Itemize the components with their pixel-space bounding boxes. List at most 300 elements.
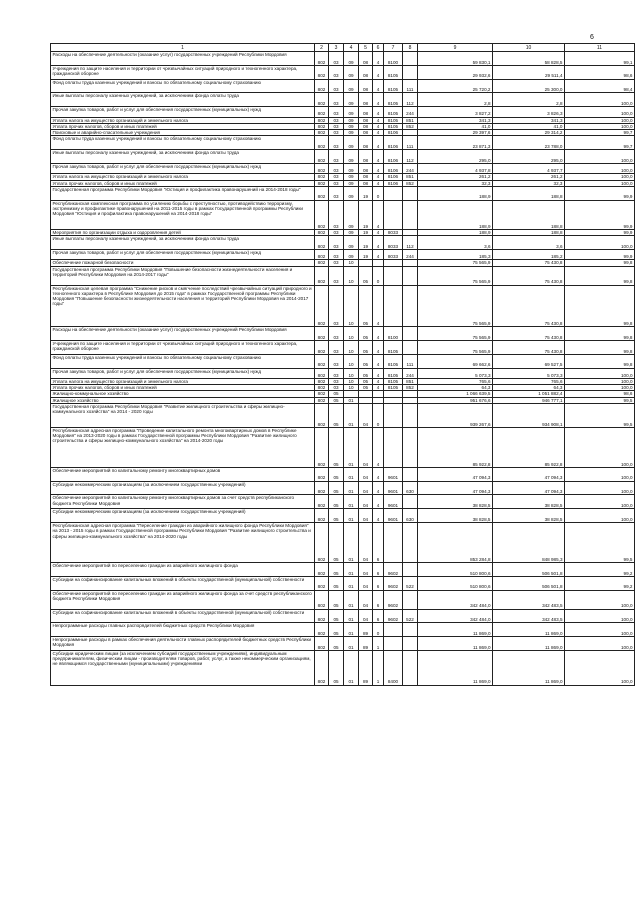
admin-code: 802 (315, 354, 329, 368)
section-code: 05 (329, 590, 344, 609)
expense-type-code (403, 52, 418, 66)
execution-percent: 100,0 (565, 174, 635, 180)
table-row (51, 93, 635, 107)
program-code: 04 (359, 562, 373, 576)
program-code: 04 (359, 403, 373, 427)
row-name: Фонд оплаты труда казенных учреждений и взносы по обязательному социальному страхованию (51, 354, 315, 368)
execution-percent: 99,8 (565, 327, 635, 341)
row-name: Уплата налога на имущество организаций и земельного налога (51, 117, 315, 123)
admin-code: 802 (315, 481, 329, 495)
admin-code: 802 (315, 93, 329, 107)
admin-code: 802 (315, 378, 329, 384)
table-row (51, 186, 635, 200)
expense-type-code (403, 186, 418, 200)
target-code: 9601 (384, 481, 403, 495)
section-code: 05 (329, 397, 344, 403)
subsection-code: 09 (344, 93, 359, 107)
actual-amount: 75 430,8 (493, 340, 565, 354)
expense-type-code: 112 (403, 150, 418, 164)
subprogram-code: 4 (373, 79, 384, 93)
program-code: 19 (359, 200, 373, 229)
subprogram-code: 1 (373, 637, 384, 651)
row-name: Обеспечение мероприятий по капитальному ремонту многоквартирных домов за счет средств республиканского бюджета Республики Мордовия (51, 495, 315, 509)
actual-amount: 3,6 (493, 236, 565, 250)
program-code: 05 (359, 385, 373, 391)
row-name: Непрограммные расходы главных распорядителей бюджетных средств Республики Мордовия (51, 623, 315, 637)
execution-percent: 98,6 (565, 65, 635, 79)
column-header: 1 (51, 44, 315, 52)
subprogram-code: 4 (373, 236, 384, 250)
expense-type-code: 111 (403, 136, 418, 150)
table-row (51, 509, 635, 523)
planned-amount: 3,6 (418, 236, 493, 250)
row-name: Республиканская комплексная программа по усилению борьбы с преступностью, противодействию терроризму, экстремизму и профилактике правонарушений на 2011-2015 годы в рамках Государственной программы Республики Мордовия "Юстиция и профилактика правонарушений на 2014-2018 годы" (51, 200, 315, 229)
subsection-code: 09 (344, 79, 359, 93)
planned-amount: 75 565,9 (418, 260, 493, 266)
execution-percent: 100,0 (565, 385, 635, 391)
execution-percent: 100,0 (565, 107, 635, 117)
subsection-code: 01 (344, 481, 359, 495)
program-code: 05 (359, 368, 373, 378)
subprogram-code: 4 (373, 123, 384, 129)
admin-code: 802 (315, 495, 329, 509)
subsection-code: 01 (344, 428, 359, 468)
execution-percent: 99,9 (565, 186, 635, 200)
row-name: Республиканская целевая программа "Снижение рисков и смягчение последствий чрезвычайных ситуаций природного и техногенного характера в Республике Мордовия до 2015 года" в рамках Государственной программы Республики Мордовия "Повышение безопасности жизнедеятельности населения и территорий Республики Мордовия на 2014-2017 годы" (51, 285, 315, 327)
planned-amount: 23 871,3 (418, 136, 493, 150)
table-row (51, 107, 635, 117)
admin-code: 802 (315, 123, 329, 129)
target-code: 8105 (384, 340, 403, 354)
table-row (51, 79, 635, 93)
table-row (51, 403, 635, 427)
section-code: 03 (329, 130, 344, 136)
planned-amount: 11 869,0 (418, 623, 493, 637)
admin-code: 802 (315, 403, 329, 427)
subsection-code: 01 (344, 590, 359, 609)
row-name: Прочая закупка товаров, работ и услуг для обеспечения государственных (муниципальных) нужд (51, 368, 315, 378)
subprogram-code: 4 (373, 150, 384, 164)
section-code: 05 (329, 509, 344, 523)
planned-amount: 75 565,9 (418, 327, 493, 341)
actual-amount: 188,8 (493, 229, 565, 235)
row-name: Непрограммные расходы в рамках обеспечения деятельности главных распорядителей бюджетных средств Республики Мордовия (51, 637, 315, 651)
section-code: 05 (329, 391, 344, 397)
subprogram-code: 0 (373, 266, 384, 285)
execution-percent: 100,0 (565, 236, 635, 250)
subprogram-code: 4 (373, 136, 384, 150)
planned-amount: 939 267,6 (418, 403, 493, 427)
section-code: 03 (329, 163, 344, 173)
program-code: 08 (359, 163, 373, 173)
section-code: 03 (329, 174, 344, 180)
subprogram-code: 4 (373, 509, 384, 523)
target-code (384, 523, 403, 563)
execution-percent: 100,0 (565, 93, 635, 107)
planned-amount: 342 484,0 (418, 590, 493, 609)
section-code: 03 (329, 236, 344, 250)
table-row (51, 651, 635, 686)
actual-amount: 41,0 (493, 123, 565, 129)
expense-type-code: 522 (403, 576, 418, 590)
expense-type-code (403, 495, 418, 509)
actual-amount: 85 922,8 (493, 428, 565, 468)
column-header: 7 (384, 44, 403, 52)
actual-amount: 75 430,8 (493, 266, 565, 285)
planned-amount: 29 397,6 (418, 130, 493, 136)
expense-type-code: 851 (403, 378, 418, 384)
execution-percent: 98,4 (565, 79, 635, 93)
admin-code: 802 (315, 340, 329, 354)
target-code: 8105 (384, 354, 403, 368)
planned-amount: 41,0 (418, 123, 493, 129)
subsection-code: 09 (344, 229, 359, 235)
expense-type-code (403, 266, 418, 285)
planned-amount: 341,3 (418, 117, 493, 123)
subprogram-code: 4 (373, 52, 384, 66)
execution-percent: 99,8 (565, 260, 635, 266)
expense-type-code (403, 327, 418, 341)
table-row (51, 354, 635, 368)
subsection-code: 09 (344, 200, 359, 229)
section-code: 05 (329, 523, 344, 563)
row-name: Субсидии юридическим лицам (за исключением субсидий государственным учреждениям), индивидуальным предпринимателям, физическим лицам - производителям товаров, работ, услуг, а также некоммерческим организациям, не являющимся государственными (муниципальными) учреждениями (51, 651, 315, 686)
column-number-row (51, 44, 635, 52)
admin-code: 802 (315, 79, 329, 93)
subsection-code: 09 (344, 130, 359, 136)
target-code: 8106 (384, 130, 403, 136)
execution-percent: 99,8 (565, 354, 635, 368)
section-code: 05 (329, 467, 344, 481)
planned-amount: 188,9 (418, 229, 493, 235)
actual-amount: 38 828,5 (493, 509, 565, 523)
planned-amount: 75 565,9 (418, 285, 493, 327)
section-code: 03 (329, 107, 344, 117)
program-code: 04 (359, 428, 373, 468)
section-code: 03 (329, 136, 344, 150)
execution-percent: 99,2 (565, 562, 635, 576)
planned-amount: 32,3 (418, 180, 493, 186)
planned-amount: 2,8 (418, 93, 493, 107)
admin-code: 802 (315, 428, 329, 468)
admin-code: 802 (315, 285, 329, 327)
planned-amount: 853 284,8 (418, 523, 493, 563)
program-code: 19 (359, 250, 373, 260)
row-name: Мероприятия по организации отдыха и оздоровления детей (51, 229, 315, 235)
row-name: Прочая закупка товаров, работ и услуг для обеспечения государственных (муниципальных) нужд (51, 107, 315, 117)
subsection-code: 01 (344, 637, 359, 651)
target-code: 8105 (384, 107, 403, 117)
program-code: 05 (359, 327, 373, 341)
actual-amount: 5 073,3 (493, 368, 565, 378)
subprogram-code: 4 (373, 180, 384, 186)
column-header: 11 (565, 44, 635, 52)
subprogram-code: 4 (373, 354, 384, 368)
execution-percent: 99,5 (565, 403, 635, 427)
row-name: Жилищное хозяйство (51, 397, 315, 403)
program-code: 05 (359, 378, 373, 384)
row-name: Обеспечение мероприятий по переселению граждан из аварийного жилищного фонда (51, 562, 315, 576)
target-code (384, 637, 403, 651)
admin-code: 802 (315, 391, 329, 397)
program-code: 08 (359, 93, 373, 107)
section-code: 05 (329, 562, 344, 576)
execution-percent: 99,2 (565, 576, 635, 590)
planned-amount: 510 800,6 (418, 576, 493, 590)
admin-code: 802 (315, 200, 329, 229)
table-row (51, 236, 635, 250)
execution-percent: 99,7 (565, 130, 635, 136)
admin-code: 802 (315, 623, 329, 637)
planned-amount: 185,3 (418, 250, 493, 260)
execution-percent: 100,0 (565, 150, 635, 164)
subsection-code: 10 (344, 354, 359, 368)
table-row (51, 576, 635, 590)
row-name: Государственная программа Республики Мордовия "Юстиция и профилактика правонарушений на 2014-2018 годы" (51, 186, 315, 200)
table-row (51, 136, 635, 150)
row-name: Фонд оплаты труда казенных учреждений и взносы по обязательному социальному страхованию (51, 79, 315, 93)
admin-code: 802 (315, 236, 329, 250)
actual-amount: 29 511,4 (493, 65, 565, 79)
expense-type-code (403, 623, 418, 637)
expense-type-code (403, 65, 418, 79)
section-code: 03 (329, 52, 344, 66)
target-code: 8105 (384, 79, 403, 93)
subsection-code: 10 (344, 260, 359, 266)
admin-code: 802 (315, 65, 329, 79)
table-row (51, 481, 635, 495)
target-code: 8033 (384, 229, 403, 235)
section-code: 03 (329, 327, 344, 341)
expense-type-code: 851 (403, 117, 418, 123)
subsection-code: 01 (344, 495, 359, 509)
expense-type-code: 852 (403, 123, 418, 129)
section-code: 03 (329, 79, 344, 93)
expense-type-code (403, 562, 418, 576)
admin-code: 802 (315, 651, 329, 686)
target-code: 8105 (384, 65, 403, 79)
actual-amount: 25 300,0 (493, 79, 565, 93)
section-code: 03 (329, 266, 344, 285)
section-code: 05 (329, 403, 344, 427)
subprogram-code: 4 (373, 428, 384, 468)
actual-amount: 188,8 (493, 186, 565, 200)
section-code: 03 (329, 260, 344, 266)
expense-type-code (403, 403, 418, 427)
planned-amount: 38 828,5 (418, 495, 493, 509)
expense-type-code (403, 651, 418, 686)
row-name: Обеспечение мероприятий по переселению граждан из аварийного жилищного фонда за счет средств республиканского бюджета Республики Мордовия (51, 590, 315, 609)
expense-type-code: 852 (403, 180, 418, 186)
subprogram-code: 6 (373, 590, 384, 609)
row-name: Учреждения по защите населения и территории от чрезвычайных ситуаций природного и техногенного характера, гражданской обороне (51, 65, 315, 79)
admin-code: 802 (315, 467, 329, 481)
target-code: 9601 (384, 509, 403, 523)
target-code: 9602 (384, 576, 403, 590)
subsection-code: 01 (344, 523, 359, 563)
actual-amount: 934 908,1 (493, 403, 565, 427)
table-row (51, 562, 635, 576)
execution-percent: 99,8 (565, 285, 635, 327)
program-code: 08 (359, 117, 373, 123)
subsection-code: 01 (344, 403, 359, 427)
subprogram-code: 6 (373, 609, 384, 623)
admin-code: 802 (315, 590, 329, 609)
row-name: Прочая закупка товаров, работ и услуг для обеспечения государственных (муниципальных) нужд (51, 163, 315, 173)
program-code: 19 (359, 229, 373, 235)
expense-type-code: 630 (403, 509, 418, 523)
subsection-code: 10 (344, 368, 359, 378)
column-header: 2 (315, 44, 329, 52)
actual-amount: 341,3 (493, 117, 565, 123)
program-code: 08 (359, 136, 373, 150)
row-name: Государственная программа Республики Мордовия "Развитие жилищного строительства и сферы жилищно-коммунального хозяйства" на 2014 - 2020 годы (51, 403, 315, 427)
subsection-code: 01 (344, 397, 359, 403)
expense-type-code (403, 428, 418, 468)
planned-amount: 69 662,6 (418, 354, 493, 368)
planned-amount: 11 869,0 (418, 637, 493, 651)
planned-amount: 188,9 (418, 186, 493, 200)
budget-table-container (50, 43, 634, 686)
target-code: 9602 (384, 609, 403, 623)
row-name: Субсидии некоммерческим организациям (за исключением государственных учреждений) (51, 509, 315, 523)
actual-amount: 29 314,2 (493, 130, 565, 136)
row-name: Субсидии некоммерческим организациям (за исключением государственных учреждений) (51, 481, 315, 495)
planned-amount: 47 094,3 (418, 467, 493, 481)
program-code: 19 (359, 186, 373, 200)
subprogram-code: 4 (373, 93, 384, 107)
subsection-code: 10 (344, 327, 359, 341)
expense-type-code: 522 (403, 609, 418, 623)
table-row (51, 266, 635, 285)
subprogram-code: 4 (373, 467, 384, 481)
target-code (384, 403, 403, 427)
column-header: 8 (403, 44, 418, 52)
actual-amount: 1 051 882,4 (493, 391, 565, 397)
section-code: 05 (329, 651, 344, 686)
row-name: Фонд оплаты труда казенных учреждений и взносы по обязательному социальному страхованию (51, 136, 315, 150)
admin-code: 802 (315, 107, 329, 117)
planned-amount: 29 932,6 (418, 65, 493, 79)
admin-code: 802 (315, 136, 329, 150)
actual-amount: 69 527,5 (493, 354, 565, 368)
table-row (51, 637, 635, 651)
planned-amount: 25 720,2 (418, 79, 493, 93)
budget-execution-table (50, 43, 635, 686)
admin-code: 802 (315, 186, 329, 200)
section-code: 03 (329, 368, 344, 378)
subsection-code: 01 (344, 609, 359, 623)
actual-amount: 295,0 (493, 150, 565, 164)
expense-type-code: 244 (403, 163, 418, 173)
subprogram-code: 4 (373, 495, 384, 509)
program-code: 05 (359, 354, 373, 368)
subprogram-code: 0 (373, 403, 384, 427)
admin-code: 802 (315, 174, 329, 180)
target-code: 8105 (384, 368, 403, 378)
admin-code: 802 (315, 562, 329, 576)
program-code: 04 (359, 576, 373, 590)
actual-amount: 47 094,3 (493, 481, 565, 495)
subprogram-code: 4 (373, 130, 384, 136)
program-code: 08 (359, 174, 373, 180)
admin-code: 802 (315, 327, 329, 341)
actual-amount: 75 430,8 (493, 327, 565, 341)
column-header: 3 (329, 44, 344, 52)
table-row (51, 609, 635, 623)
table-row (51, 200, 635, 229)
actual-amount: 47 094,3 (493, 467, 565, 481)
column-header: 4 (344, 44, 359, 52)
execution-percent: 99,9 (565, 250, 635, 260)
subsection-code: 09 (344, 186, 359, 200)
row-name: Республиканская адресная программа "Проведение капитального ремонта многоквартирных домов в Республике Мордовия" на 2013-2020 годы в рамках Государственной программы Республики Мордовия "Развитие жилищного строительства и сферы жилищно-коммунального хозяйства" на 2014-2020 годы (51, 428, 315, 468)
planned-amount: 1 066 639,5 (418, 391, 493, 397)
subprogram-code: 4 (373, 174, 384, 180)
section-code: 05 (329, 481, 344, 495)
section-code: 03 (329, 150, 344, 164)
section-code: 03 (329, 385, 344, 391)
actual-amount: 506 501,8 (493, 562, 565, 576)
table-row (51, 368, 635, 378)
target-code: 8105 (384, 93, 403, 107)
row-name: Государственная программа Республики Мордовия "Повышение безопасности жизнедеятельности населения и территорий Республики Мордовия на 2014-2017 годы" (51, 266, 315, 285)
program-code: 08 (359, 52, 373, 66)
subsection-code: 09 (344, 107, 359, 117)
actual-amount: 75 430,8 (493, 260, 565, 266)
subprogram-code: 6 (373, 562, 384, 576)
program-code: 08 (359, 107, 373, 117)
expense-type-code: 851 (403, 174, 418, 180)
subsection-code: 10 (344, 340, 359, 354)
admin-code: 802 (315, 397, 329, 403)
section-code: 03 (329, 93, 344, 107)
target-code: 8106 (384, 136, 403, 150)
actual-amount: 342 483,5 (493, 590, 565, 609)
target-code: 8105 (384, 385, 403, 391)
actual-amount: 38 828,5 (493, 495, 565, 509)
actual-amount: 765,6 (493, 378, 565, 384)
target-code: 9602 (384, 590, 403, 609)
program-code: 08 (359, 130, 373, 136)
actual-amount: 32,3 (493, 180, 565, 186)
row-name: Прочая закупка товаров, работ и услуг для обеспечения государственных (муниципальных) нужд (51, 250, 315, 260)
execution-percent: 100,0 (565, 651, 635, 686)
subsection-code: 09 (344, 65, 359, 79)
program-code: 04 (359, 509, 373, 523)
row-name: Уплата прочих налогов, сборов и иных платежей (51, 385, 315, 391)
planned-amount: 38 828,5 (418, 509, 493, 523)
planned-amount: 47 094,3 (418, 481, 493, 495)
expense-type-code: 112 (403, 236, 418, 250)
actual-amount: 11 869,0 (493, 637, 565, 651)
subsection-code: 10 (344, 285, 359, 327)
target-code: 8106 (384, 174, 403, 180)
table-row (51, 623, 635, 637)
subsection-code: 10 (344, 266, 359, 285)
column-header: 10 (493, 44, 565, 52)
planned-amount: 85 922,8 (418, 428, 493, 468)
subsection-code: 10 (344, 385, 359, 391)
execution-percent: 100,0 (565, 495, 635, 509)
planned-amount: 5 073,3 (418, 368, 493, 378)
admin-code: 802 (315, 266, 329, 285)
program-code: 04 (359, 523, 373, 563)
section-code: 03 (329, 65, 344, 79)
planned-amount: 188,9 (418, 200, 493, 229)
execution-percent: 100,0 (565, 481, 635, 495)
execution-percent: 100,0 (565, 609, 635, 623)
